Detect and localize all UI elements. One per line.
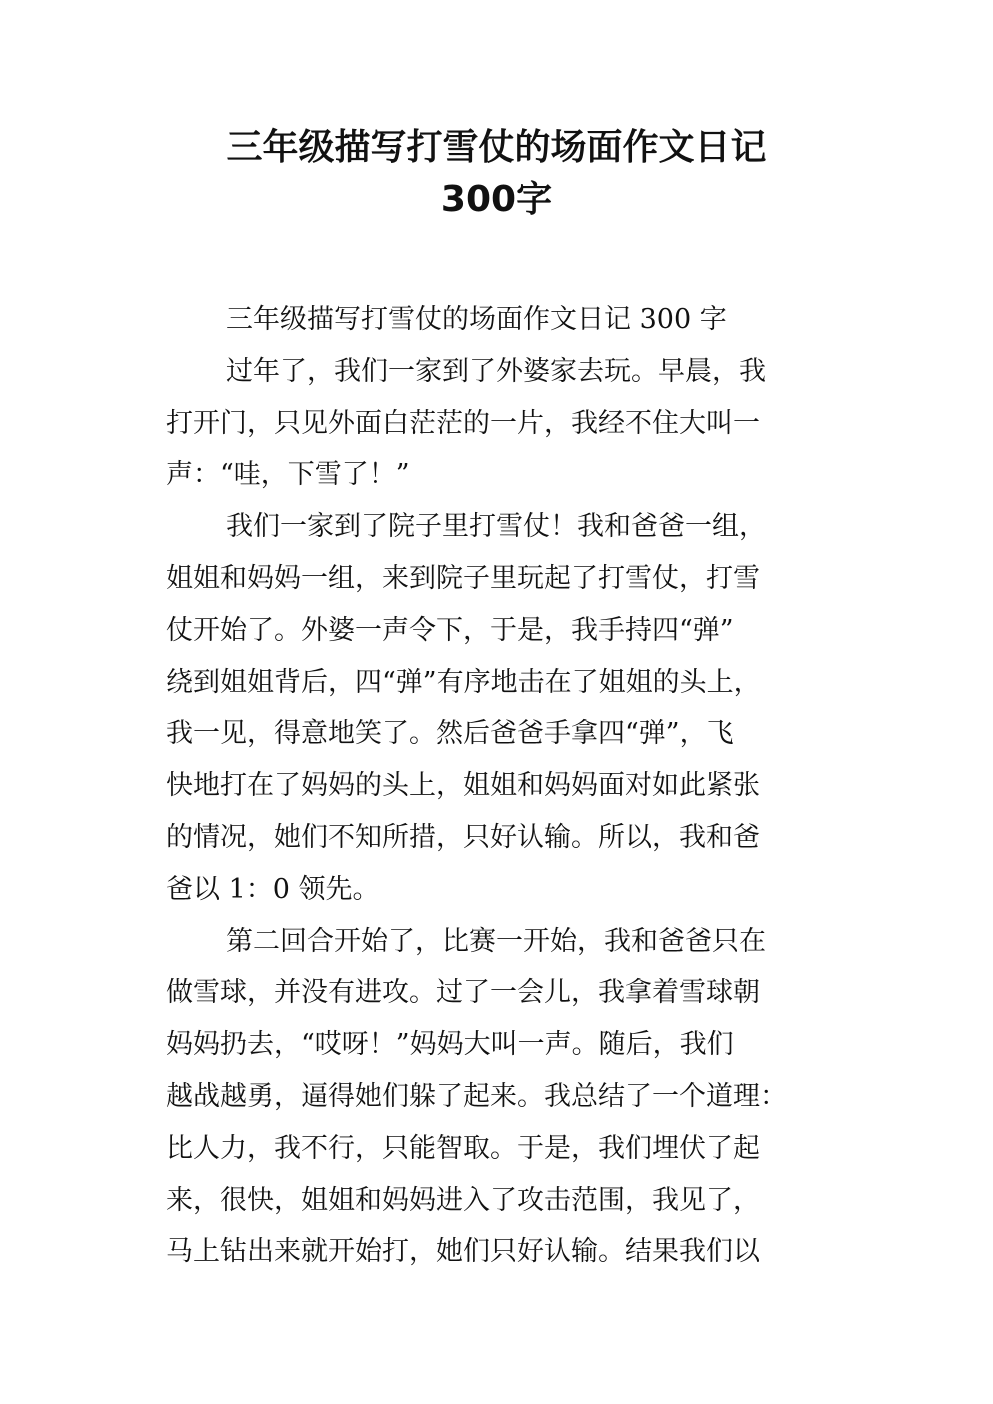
paragraph-1-line: 声：“哇，下雪了！” bbox=[166, 459, 410, 491]
subtitle-line: 三年级描写打雪仗的场面作文日记 300 字 bbox=[226, 304, 727, 335]
paragraph-2-line: 姐姐和妈妈一组，来到院子里玩起了打雪仗，打雪 bbox=[166, 562, 760, 594]
paragraph-2-line: 快地打在了妈妈的头上，姐姐和妈妈面对如此紧张 bbox=[166, 770, 760, 802]
paragraph-2-line: 仗开始了。外婆一声令下，于是，我手持四“弹” bbox=[166, 614, 734, 646]
title-line-2: 300字 bbox=[440, 179, 553, 220]
paragraph-1-line: 打开门，只见外面白茫茫的一片，我经不住大叫一 bbox=[166, 407, 760, 439]
paragraph-2-line: 我们一家到了院子里打雪仗！我和爸爸一组， bbox=[226, 511, 766, 543]
paragraph-2-line: 绕到姐姐背后，四“弹”有序地击在了姐姐的头上， bbox=[166, 666, 761, 698]
title-line-1: 三年级描写打雪仗的场面作文日记 bbox=[226, 127, 767, 168]
document-body bbox=[166, 294, 846, 1278]
paragraph-3-line: 做雪球，并没有进攻。过了一会儿，我拿着雪球朝 bbox=[166, 977, 760, 1009]
paragraph-3-line: 越战越勇，逼得她们躲了起来。我总结了一个道理： bbox=[166, 1080, 787, 1112]
paragraph-3-line: 比人力，我不行，只能智取。于是，我们埋伏了起 bbox=[166, 1132, 760, 1164]
paragraph-2-line: 的情况，她们不知所措，只好认输。所以，我和爸 bbox=[166, 821, 760, 853]
paragraph-1-line: 过年了，我们一家到了外婆家去玩。早晨，我 bbox=[226, 355, 766, 387]
paragraph-3-line: 第二回合开始了，比赛一开始，我和爸爸只在 bbox=[226, 925, 766, 957]
document-title bbox=[0, 122, 993, 226]
paragraph-3-line: 妈妈扔去，“哎呀！”妈妈大叫一声。随后，我们 bbox=[166, 1029, 734, 1061]
paragraph-2-line: 我一见，得意地笑了。然后爸爸手拿四“弹”，飞 bbox=[166, 718, 734, 750]
paragraph-3-line: 来，很快，姐姐和妈妈进入了攻击范围，我见了， bbox=[166, 1184, 760, 1216]
paragraph-2-line: 爸以 1：0 领先。 bbox=[166, 873, 380, 905]
paragraph-3-line: 马上钻出来就开始打，她们只好认输。结果我们以 bbox=[166, 1236, 760, 1268]
